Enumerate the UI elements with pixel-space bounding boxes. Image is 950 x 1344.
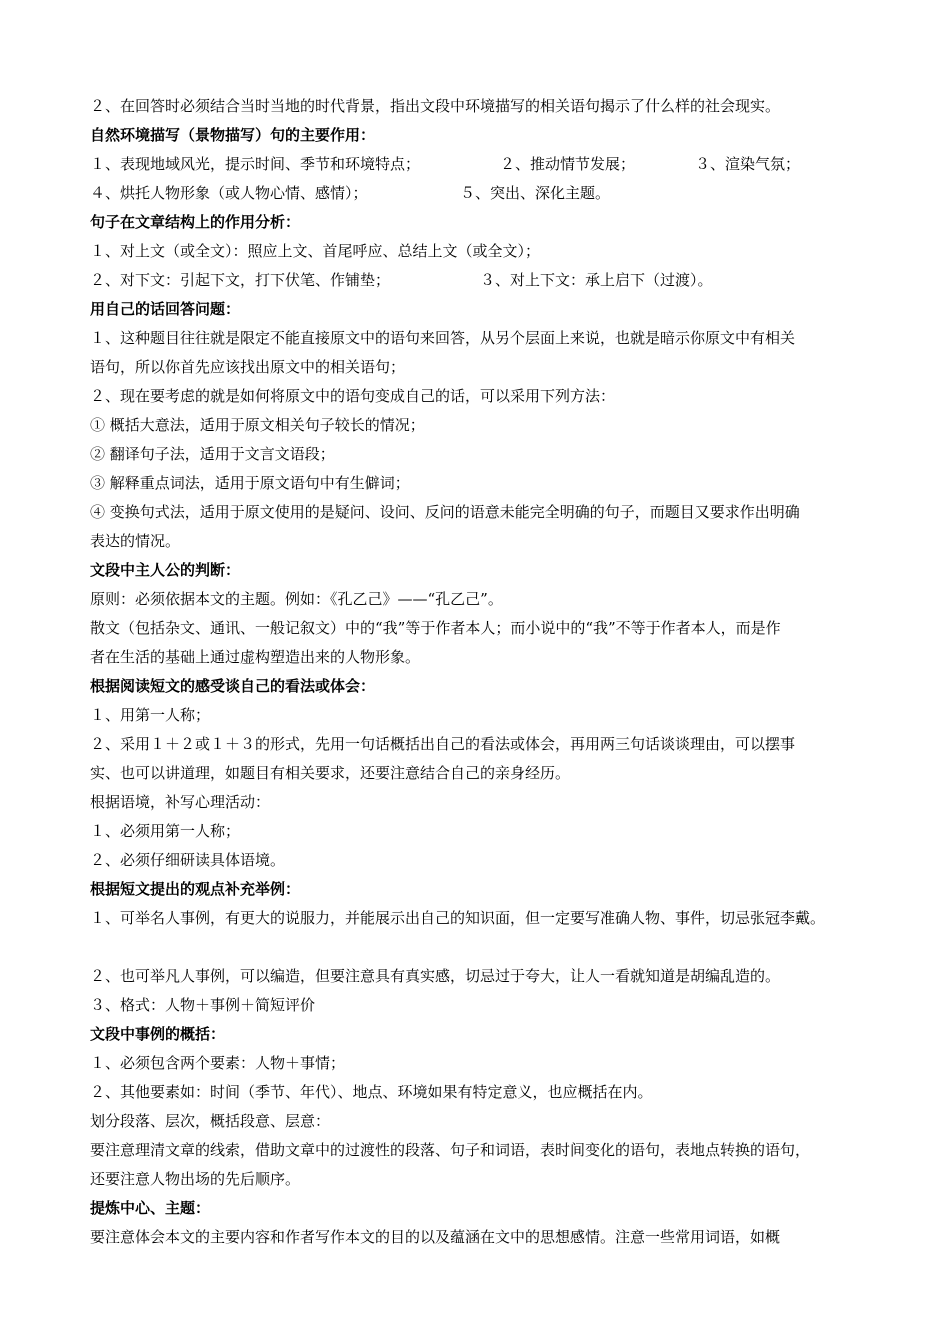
- section-heading: 用自己的话回答问题：: [90, 300, 241, 318]
- list-item: １、用第一人称；: [90, 706, 211, 724]
- list-item: １、必须用第一人称；: [90, 822, 241, 840]
- text-line: 语句，所以你首先应该找出原文中的相关语句；: [90, 358, 406, 376]
- text-line: 划分段落、层次，概括段意、层意：: [90, 1112, 331, 1130]
- text-line: 散文（包括杂文、通讯、一般记叙文）中的“我”等于作者本人；而小说中的“我”不等于作者本人，而是作: [90, 619, 781, 637]
- list-item: １、必须包含两个要素：人物＋事情；: [90, 1054, 346, 1072]
- list-item: ２、也可举凡人事例，可以编造，但要注意具有真实感，切忌过于夸大，让人一看就知道是胡编乱造的。: [90, 967, 781, 985]
- text-line: １、对上文（或全文）：照应上文、首尾呼应、总结上文（或全文）；: [90, 242, 541, 260]
- list-item: ② 翻译句子法，适用于文言文语段；: [90, 445, 335, 463]
- list-item: ３、渲染气氛；: [695, 155, 801, 173]
- text-line: [90, 179, 880, 208]
- list-item: ３、对上下文：承上启下（过渡）。: [480, 271, 713, 289]
- section-heading: 自然环境描写（景物描写）句的主要作用：: [90, 126, 376, 144]
- blank-line: [90, 933, 880, 962]
- text-line: 要注意理清文章的线索，借助文章中的过渡性的段落、句子和词语，表时间变化的语句，表地点转换的语句，: [90, 1141, 811, 1159]
- text-line: 表达的情况。: [90, 532, 181, 550]
- section-heading: 句子在文章结构上的作用分析：: [90, 213, 301, 231]
- list-item: １、可举名人事例，有更大的说服力，并能展示出自己的知识面，但一定要写准确人物、事件，切忌张冠李戴。: [90, 909, 826, 927]
- text-line: 原则：必须依据本文的主题。例如：《孔乙己》——“孔乙己”。: [90, 590, 503, 608]
- list-item: ① 概括大意法，适用于原文相关句子较长的情况；: [90, 416, 425, 434]
- list-item: ２、推动情节发展；: [500, 155, 636, 173]
- text-line: 实、也可以讲道理，如题目有相关要求，还要注意结合自己的亲身经历。: [90, 764, 571, 782]
- document-page: [90, 92, 880, 1252]
- list-item: ５、突出、深化主题。: [460, 184, 611, 202]
- text-line: ２、现在要考虑的就是如何将原文中的语句变成自己的话，可以采用下列方法：: [90, 387, 616, 405]
- text-line: 者在生活的基础上通过虚构塑造出来的人物形象。: [90, 648, 421, 666]
- list-item: ③ 解释重点词法，适用于原文语句中有生僻词；: [90, 474, 410, 492]
- section-heading: 根据阅读短文的感受谈自己的看法或体会：: [90, 677, 376, 695]
- list-item: ３、格式：人物＋事例＋简短评价: [90, 996, 316, 1014]
- text-line: [90, 266, 880, 295]
- text-line: ２、在回答时必须结合当时当地的时代背景，指出文段中环境描写的相关语句揭示了什么样的社会现实。: [90, 97, 781, 115]
- text-line: 还要注意人物出场的先后顺序。: [90, 1170, 301, 1188]
- list-item: ２、采用１＋２或１＋３的形式，先用一句话概括出自己的看法或体会，再用两三句话谈谈理由，可以摆事: [90, 735, 796, 753]
- list-item: ２、必须仔细研读具体语境。: [90, 851, 286, 869]
- section-heading: 文段中主人公的判断：: [90, 561, 241, 579]
- list-item: １、表现地域风光，提示时间、季节和环境特点；: [90, 155, 421, 173]
- list-item: ４、烘托人物形象（或人物心情、感情）；: [90, 184, 368, 202]
- text-line: １、这种题目往往就是限定不能直接原文中的语句来回答，从另个层面上来说，也就是暗示你原文中有相关: [90, 329, 796, 347]
- text-line: [90, 150, 880, 179]
- section-heading: 提炼中心、主题：: [90, 1199, 211, 1217]
- list-item: ２、对下文：引起下文，打下伏笔、作铺垫；: [90, 271, 391, 289]
- list-item: ２、其他要素如：时间（季节、年代）、地点、环境如果有特定意义，也应概括在内。: [90, 1083, 653, 1101]
- text-line: 要注意体会本文的主要内容和作者写作本文的目的以及蕴涵在文中的思想感情。注意一些常用词语，如概: [90, 1228, 781, 1246]
- section-heading: 文段中事例的概括：: [90, 1025, 226, 1043]
- list-item: ④ 变换句式法，适用于原文使用的是疑问、设问、反问的语意未能完全明确的句子，而题目又要求作出明确: [90, 503, 800, 521]
- text-line: 根据语境，补写心理活动：: [90, 793, 271, 811]
- section-heading: 根据短文提出的观点补充举例：: [90, 880, 301, 898]
